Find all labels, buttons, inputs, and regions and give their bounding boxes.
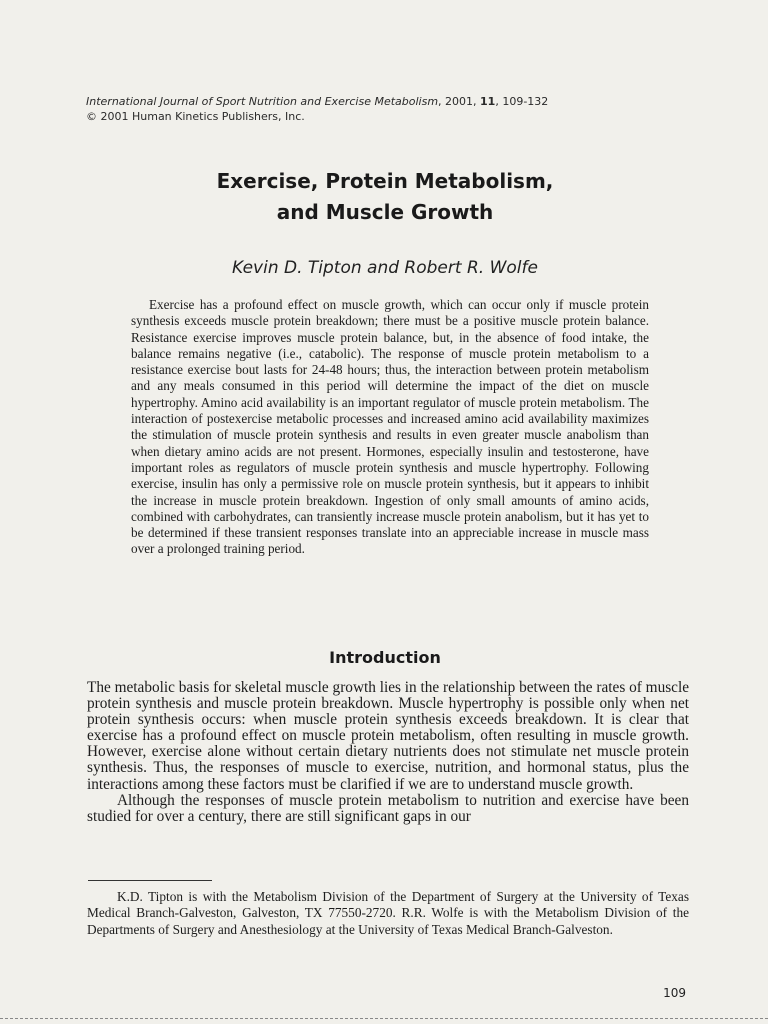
section-heading-introduction: Introduction xyxy=(329,648,441,667)
journal-name: International Journal of Sport Nutrition and Exercise Metabolism xyxy=(86,95,439,108)
scan-bottom-edge xyxy=(0,1018,768,1019)
footnote-rule xyxy=(88,880,212,881)
citation-pages: , 109-132 xyxy=(495,95,549,108)
author-footnote xyxy=(87,889,689,938)
copyright-line: © 2001 Human Kinetics Publishers, Inc. xyxy=(86,110,305,123)
introduction-paragraph-2: Although the responses of muscle protein metabolism to nutrition and exercise have been studied for over a century, there are still significant gaps in our xyxy=(87,791,689,825)
citation-year: , 2001, xyxy=(438,95,481,108)
title-line-2: and Muscle Growth xyxy=(276,200,494,224)
author-line: Kevin D. Tipton and Robert R. Wolfe xyxy=(232,258,538,278)
introduction-paragraph-1: The metabolic basis for skeletal muscle growth lies in the relationship between the rates of muscle protein synthesis and muscle protein breakdown. Muscle hypertrophy is possible only when net protein synthesis occurs: when muscle protein synthesis exceeds breakdown. It is clear that exercise has a profound effect on muscle protein metabolism, often resulting in muscle growth. However, exercise alone without certain dietary nutrients does not stimulate net muscle protein synthesis. Thus, the responses of muscle to exercise, nutrition, and hormonal status, plus the interactions among these factors must be clarified if we are to understand muscle growth. xyxy=(87,679,689,793)
journal-header xyxy=(86,94,646,124)
citation-line xyxy=(86,94,646,109)
page-number: 109 xyxy=(663,986,686,1000)
article-title xyxy=(120,166,650,228)
footnote-text: K.D. Tipton is with the Metabolism Division of the Department of Surgery at the University of Texas Medical Branch-Galveston, Galveston, TX 77550-2720. R.R. Wolfe is with the Metabolism Division of the Departments of Surgery and Anesthesiology at the University of Texas Medical Branch-Galveston. xyxy=(87,889,689,937)
title-line-1: Exercise, Protein Metabolism, xyxy=(216,169,554,193)
citation-volume: 11 xyxy=(480,95,496,108)
abstract xyxy=(131,297,649,558)
introduction-body xyxy=(87,680,689,825)
abstract-text: Exercise has a profound effect on muscle growth, which can occur only if muscle protein synthesis exceeds muscle protein breakdown; there must be a positive muscle protein balance. Resistance exercise improves muscle protein balance, but, in the absence of food intake, the balance remains negative (i.e., catabolic). The response of muscle protein metabolism to a resistance exercise bout lasts for 24-48 hours; thus, the interaction between protein metabolism and any meals consumed in this period will determine the impact of the diet on muscle hypertrophy. Amino acid availability is an important regulator of muscle protein metabolism. The interaction of postexercise metabolic processes and increased amino acid availability maximizes the stimulation of muscle protein synthesis and results in even greater muscle anabolism than when dietary amino acids are not present. Hormones, especially insulin and testosterone, have important roles as regulators of muscle protein synthesis and muscle hypertrophy. Following exercise, insulin has only a permissive role on muscle protein synthesis, but it appears to inhibit the increase in muscle protein breakdown. Ingestion of only small amounts of amino acids, combined with carbohydrates, can transiently increase muscle protein anabolism, but it has yet to be determined if these transient responses translate into an appreciable increase in muscle mass over a prolonged training period. xyxy=(131,297,649,557)
